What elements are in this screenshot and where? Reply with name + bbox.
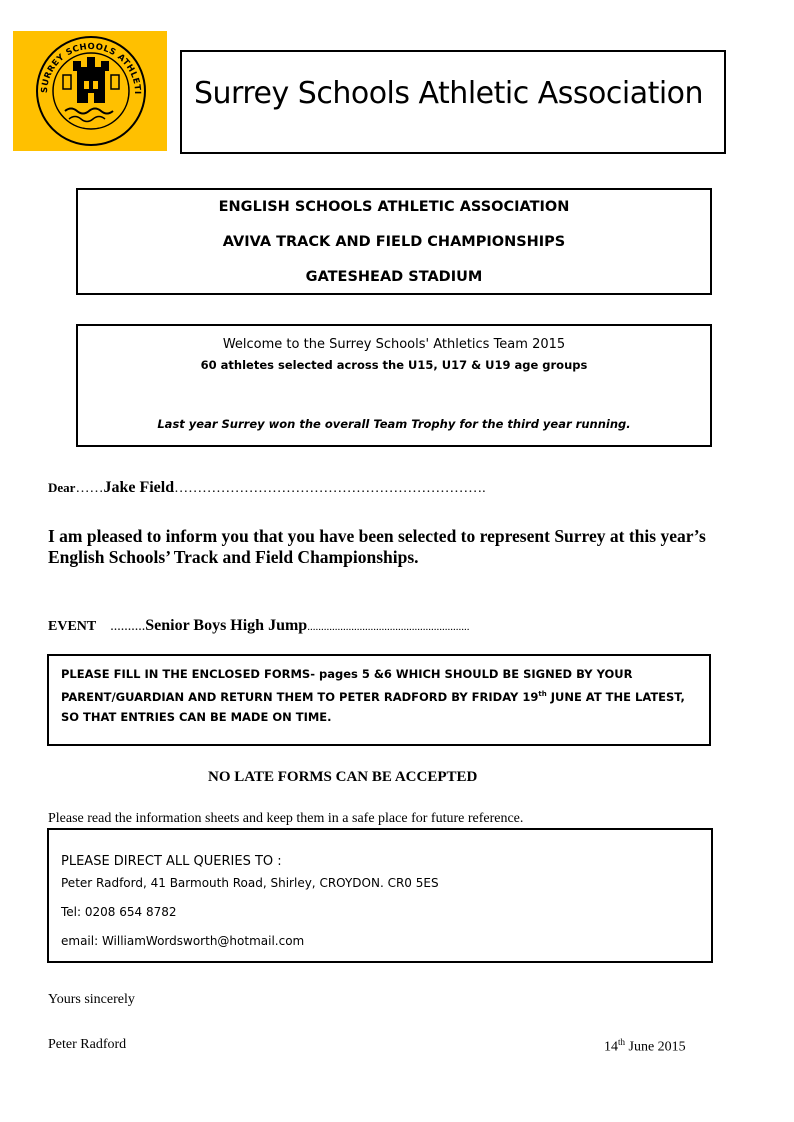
signatory-name: Peter Radford [48,1037,127,1052]
forms-text-part2: JUNE AT THE LATEST, SO THAT ENTRIES CAN BE MADE ON TIME. [61,689,685,724]
logo-background [13,31,167,151]
contact-telephone: Tel: 0208 654 8782 [61,905,177,919]
event-dots-after: ........................................................... [307,621,470,633]
letter-date [604,1037,686,1056]
association-name: ENGLISH SCHOOLS ATHLETIC ASSOCIATION [218,199,570,215]
sign-off: Yours sincerely [48,992,135,1007]
recipient-name: Jake Field [103,479,175,496]
event-label: EVENT [48,619,97,634]
forms-instruction-box [47,654,711,746]
date-day: 14 [604,1039,618,1055]
no-late-forms-notice: NO LATE FORMS CAN BE ACCEPTED [208,769,478,785]
contact-box [47,828,713,963]
event-name: Senior Boys High Jump [145,617,308,634]
championship-name: AVIVA TRACK AND FIELD CHAMPIONSHIPS [222,234,566,250]
contact-address: Peter Radford, 41 Barmouth Road, Shirley, CROYDON. CR0 5ES [61,876,439,890]
welcome-line: Welcome to the Surrey Schools' Athletics Team 2015 [222,337,566,352]
forms-text-sup: th [538,690,547,698]
selection-statement: I am pleased to inform you that you have been selected to represent Surrey at this year’s English Schools’ Track and Field Championships. [48,526,706,567]
information-note: Please read the information sheets and keep them in a safe place for future reference. [48,811,524,826]
championship-info-box [76,188,712,295]
date-suffix: th [618,1037,626,1047]
page-title: Surrey Schools Athletic Association [194,76,704,111]
trophy-line: Last year Surrey won the overall Team Trophy for the third year running. [157,417,631,431]
event-dots-before: .......... [110,619,146,634]
contact-heading: PLEASE DIRECT ALL QUERIES TO : [61,854,282,869]
welcome-box [76,324,712,447]
dear-label: Dear [48,480,76,495]
venue-name: GATESHEAD STADIUM [305,269,483,285]
forms-text-part1: PLEASE FILL IN THE ENCLOSED FORMS- pages 5 &6 WHICH SHOULD BE SIGNED BY YOUR PARENT/GUARDIAN AND RETURN THEM TO PETER RADFORD BY FRIDAY 19 [61,667,633,704]
forms-instruction-text [61,664,699,727]
event-line [48,617,469,635]
contact-email[interactable]: email: WilliamWordsworth@hotmail.com [61,934,305,948]
dots-after-name: …………………………………………………………. [174,481,486,496]
title-box [180,50,726,154]
logo-ring-text: SURREY SCHOOLS ATHLETI [39,41,143,95]
dots-before-name: …… [75,481,104,496]
date-month-year: June 2015 [625,1039,686,1055]
salutation-line [48,479,486,497]
association-crest-logo [13,31,167,151]
athlete-count-line: 60 athletes selected across the U15, U17 & U19 age groups [200,358,588,372]
